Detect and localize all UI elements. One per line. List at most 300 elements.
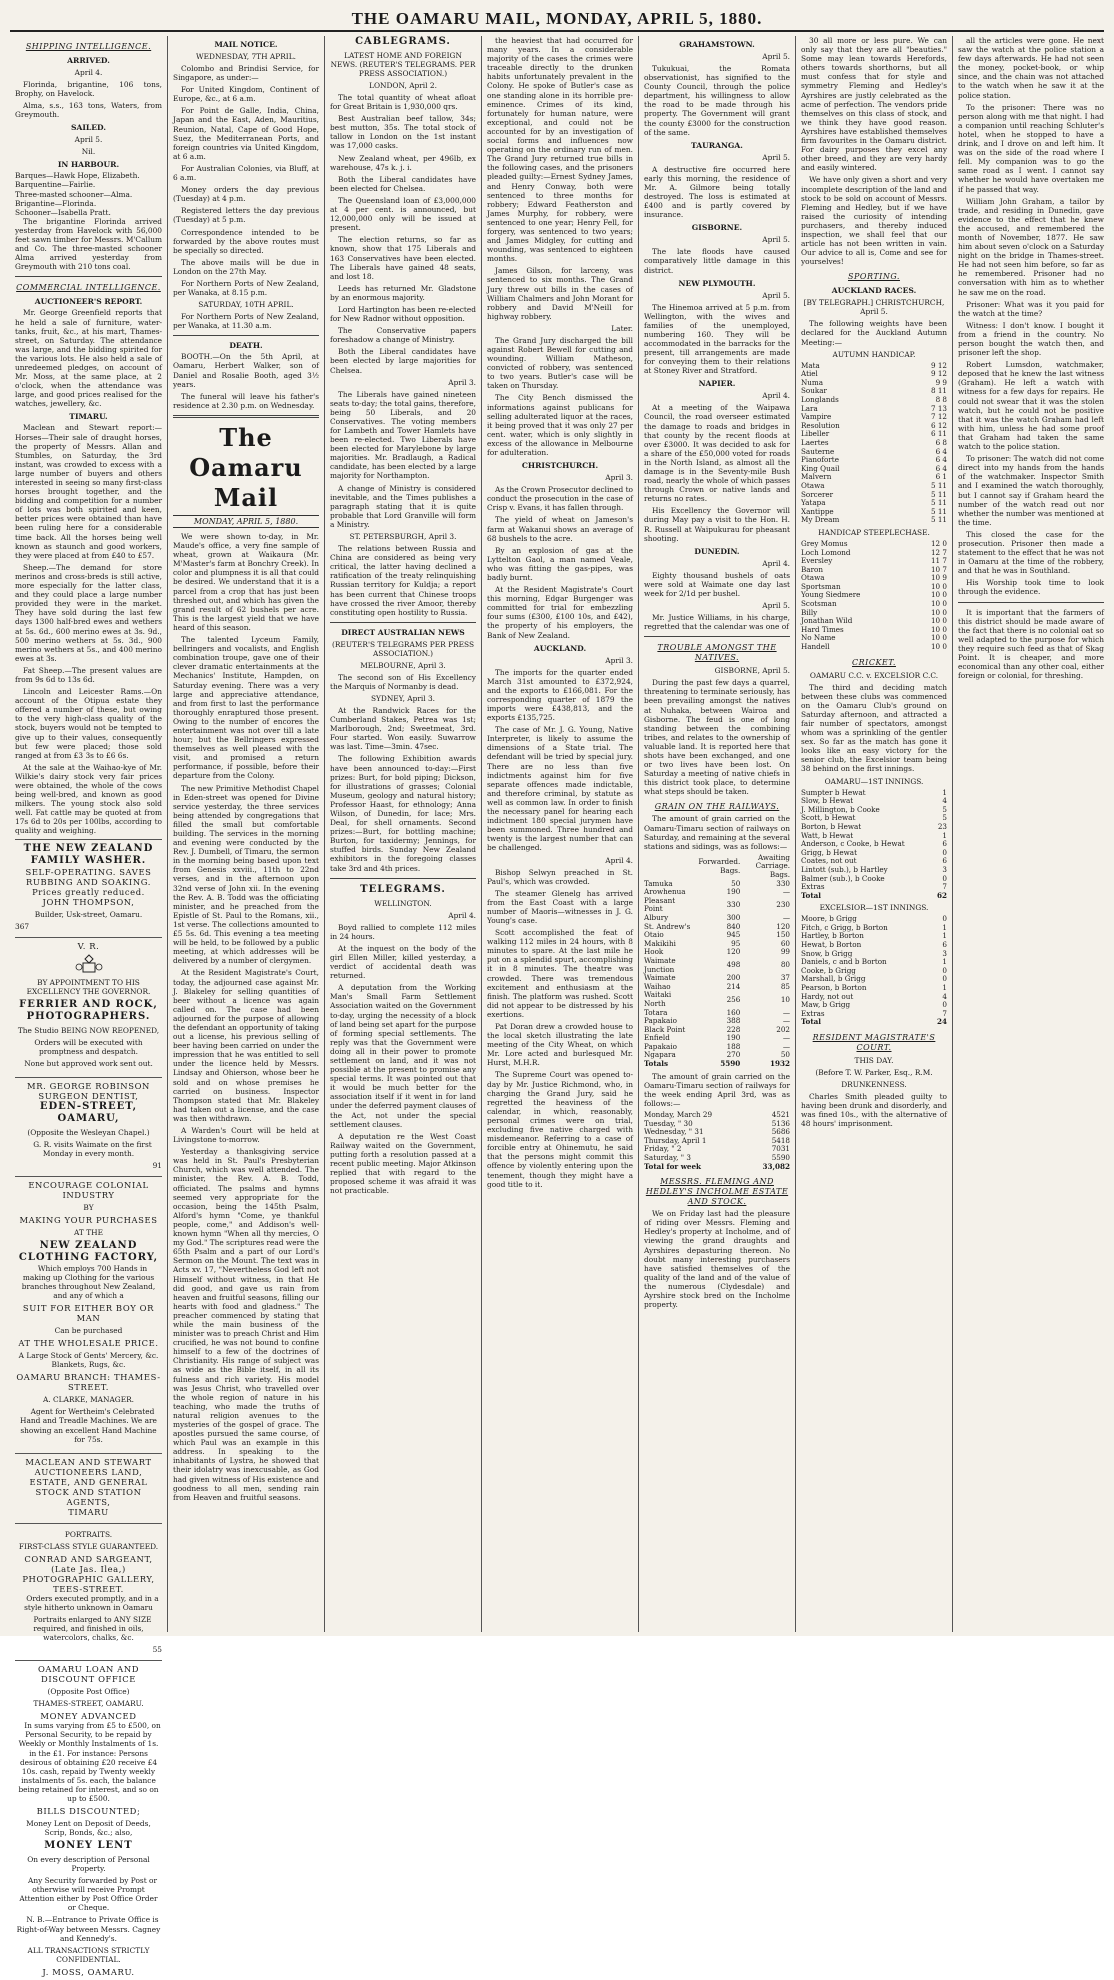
advert-text: JOHN THOMPSON,	[42, 896, 135, 907]
paragraph: Nil.	[81, 147, 96, 157]
table-cell: Sumpter b Hewat	[801, 787, 866, 797]
section-heading: TELEGRAMS.	[360, 883, 446, 895]
advert-text: G. R. visits Waimate on the first Monday in every month.	[33, 1139, 152, 1158]
advert-ferrier	[15, 937, 162, 1074]
subheading: DEATH.	[229, 341, 263, 351]
table-cell: 150	[776, 930, 790, 940]
section-heading: COMMERCIAL INTELLIGENCE.	[16, 283, 161, 293]
paragraph: Lord Hartington has been re-elected for New Radnor without opposition.	[330, 304, 476, 324]
table-cell: 5136	[771, 1118, 790, 1128]
paragraph: The third and deciding match between these clubs was commenced on the Oamaru Club's ground on Saturday afternoon, and attracted a fair number of spectators, amongst whom was a sprinkling of the gentler sex. So far as the match has gone it looks like an easy victory for the senior club, the Excelsior team being 38 behind on the first innings.	[801, 682, 947, 774]
table-cell: Total	[801, 890, 822, 900]
table-cell: Saturday, " 3	[644, 1153, 691, 1162]
table-cell: J. Millington, b Cooke	[801, 804, 880, 814]
table-cell: 3	[942, 864, 947, 874]
table-cell: 10 0	[930, 633, 947, 643]
table-cell: 37	[780, 973, 790, 983]
paragraph: Scott accomplished the feat of walking 112 miles in 24 hours, with 8 minutes to spare. At the last mile he put on a splendid spurt, accomplishing it in 8 minutes. The theatre was crowded. There was tremendous excitement and enthusiasm at the finish. The platform was rushed. Scott did not appear to be distressed by his exertions.	[487, 928, 633, 1019]
paragraph: Fat Sheep.—The present values are from 9s 6d to 13s 6d.	[15, 665, 162, 684]
table-row	[801, 362, 947, 371]
table-cell: Waimate Junction	[644, 955, 676, 974]
table-row	[801, 1018, 947, 1027]
table-cell: 1	[942, 983, 947, 993]
list-item: Barquentine—Fairlie.	[15, 180, 96, 190]
advert-text: A. CLARKE, MANAGER.	[42, 1395, 135, 1405]
table-cell: Daniels, c and b Borton	[801, 957, 887, 967]
paragraph: The new Primitive Methodist Chapel in Eden-street was opened for Divine service yesterday, the three services being attended by congregations that filled the small but comfortable building. The services in the morning and evening were conducted by the Rev. J. Dumbell, of Timaru, the sermon in the morning being based upon text from Genesis xxviii., 11th to 22nd verses, and in the afternoon upon 32nd verse of John xii. In the evening the Rev. A. B. Todd was the officiating minister, and he preached from the Epistle of St. Paul to the Romans, xii., 1st verse. The collections amounted to £5 5s. 6d. This evening a tea meeting will be held, to be followed by a public meeting, at which addresses will be delivered by a number of clergymen.	[173, 783, 319, 966]
paragraph: We were shown to-day, in Mr. Maude's office, a very fine sample of wheat, grown at Waikaura (Mr. M'Master's farm at Bonchry Creek). In color and plumpness it is all that could be desired. We understand that it is a parcel from a crop that has just been threshed out, and which has given the grand result of 62 bushels per acre. This is the largest yield that we have heard of this season.	[173, 532, 319, 632]
divider	[644, 636, 790, 637]
table-cell: Xantippe	[801, 506, 834, 516]
subheading: ARRIVED.	[67, 56, 110, 65]
table-row	[801, 883, 947, 892]
table-cell: 0	[942, 974, 947, 984]
table-cell: 1	[942, 787, 947, 797]
advert-conrad-sargeant	[15, 1523, 162, 1658]
table-cell: Billy	[801, 607, 818, 617]
section-heading: CABLEGRAMS.	[355, 36, 451, 47]
royal-crest-icon	[75, 953, 103, 975]
table-cell: 6	[942, 839, 947, 849]
table-cell: —	[782, 1016, 790, 1026]
paragraph: The yield of wheat on Jameson's farm at Wakanui shows an average of 68 bushels to the acre.	[487, 515, 633, 543]
section-heading: TROUBLE AMONGST THE NATIVES.	[657, 643, 777, 663]
table-cell: Atiel	[801, 369, 818, 379]
table-cell: 6 4	[935, 463, 947, 473]
dateline: April 5.	[762, 235, 790, 245]
table-cell: Snow, b Grigg	[801, 948, 853, 958]
table-cell: 85	[780, 981, 790, 991]
paragraph: For Australian Colonies, via Bluff, at 6 a.m.	[173, 163, 319, 183]
table-cell: My Dream	[801, 515, 840, 525]
subheading: DIRECT AUSTRALIAN NEWS	[341, 627, 465, 637]
paragraph: At the Resident Magistrate's Court this morning, Edgar Burgenger was committed for trial for embezzling four sums (£300, £100 10s, and £42), the property of his employers, the Bank of New Zealand.	[487, 585, 633, 640]
column-6	[795, 36, 952, 1632]
subheading: IN HARBOUR.	[57, 160, 120, 170]
paragraph: James Gilson, for larceny, was sentenced to six months. The Grand Jury threw out bills in the cases of William Chalmers and John Morant for robbery and David M'Neill for highway robbery.	[487, 266, 633, 321]
paragraph: The following Exhibition awards have been announced to-day:—First prizes: Burt, for bold piping; Dickson, for illustrations of grasses; Colonial Museum, geology and natural history; Professor Haast, for ethnology; Anna Wilson, of Dunedin, for lace; Mrs. Deal, for shell ornaments. Second prizes:—Burt, for bottling machine; Burton, for taxidermy; Jennings, for stuffed birds. Sunday New Zealand exhibitors in the foregoing classes take 3rd and 4th prices.	[330, 754, 476, 873]
table-cell: 5 11	[930, 498, 947, 508]
paragraph: Colombo and Brindisi Service, for Singapore, as under:—	[173, 64, 319, 83]
table-cell: 0	[942, 965, 947, 975]
advert-number: 367	[15, 921, 30, 931]
column-1	[10, 36, 167, 1977]
table-cell: 10 7	[930, 564, 947, 574]
subheading: MAIL NOTICE.	[214, 40, 278, 49]
subheading: NEW PLYMOUTH.	[678, 278, 756, 288]
paragraph: Money orders the day previous (Tuesday) at 4 p.m.	[173, 185, 319, 204]
divider	[15, 276, 162, 277]
section-heading: RESIDENT MAGISTRATE'S COURT.	[812, 1033, 936, 1052]
advert-text: Orders executed promptly, and in a style hitherto unknown in Oamaru	[24, 1593, 159, 1612]
dateline: April 5.	[762, 290, 790, 300]
paragraph: His Worship took time to look through the evidence.	[958, 578, 1104, 597]
section-heading: MESSRS. FLEMING AND HEDLEY'S INCHOLME ESTATE AND STOCK.	[645, 1177, 789, 1207]
table-cell: 270	[726, 1050, 741, 1060]
table-cell: Sportsman	[801, 581, 841, 591]
list-item: Brigantine—Florinda.	[15, 198, 97, 208]
excelsior-innings-table	[801, 915, 947, 1027]
advert-title: OAMARU LOAN AND DISCOUNT OFFICE	[37, 1664, 140, 1685]
table-cell: Monday, March 29	[644, 1110, 713, 1120]
subheading: TIMARU.	[69, 412, 108, 422]
paragraph: the heaviest that had occurred for many years. In a considerable majority of the cases the crimes were traceable directly to the drunken habits unfortunately prevalent in the Colony. He spoke of Butler's case as one standing alone in its horrible pre-eminence. Crimes of its kind, fortunately for human nature, were exceptional, and could not be accounted for by an investigation of social forms and influences now operating on the ordinary run of men. The Grand Jury returned true bills in the following cases, and the prisoners pleaded guilty:—Ernest Sydney James, and Henry Conway, both were sentenced to three months for robbery; Edward Featherston and James Murphy, for robbery, were sentenced to one year; Henry Fell, for forgery, was sentenced to two years; and James Midgley, for cutting and wounding, was sentenced to eighteen months.	[487, 36, 633, 264]
table-cell: Libeller	[801, 429, 830, 439]
paragraph: Eighty thousand bushels of oats were sold at Waimate one day last week for 2/1d per bushel.	[644, 570, 790, 598]
dateline: April 3.	[605, 473, 633, 483]
table-cell: Otawa	[801, 480, 825, 490]
table-cell: 0	[942, 873, 947, 883]
paragraph: Robert Lumsdon, watchmaker, deposed that he knew the last witness (Graham). He left a watch with witness for a few days for repairs. He could not swear that it was the stolen watch, but he could not be positive that it was the watch Graham had left with him, unless he had some proof that Graham had taken the same watch to the police station.	[958, 360, 1104, 452]
advert-number: 91	[152, 1160, 162, 1170]
table-cell: 214	[726, 981, 741, 991]
table-cell: Papakaio	[644, 1016, 677, 1026]
section-heading: CRICKET.	[852, 657, 896, 667]
table-cell: 10 0	[930, 607, 947, 617]
table-cell: Albury	[644, 912, 669, 922]
divider	[173, 335, 319, 336]
table-cell: Malvern	[801, 472, 832, 482]
paragraph: The late floods have caused comparatively little damage in this district.	[644, 247, 790, 275]
paragraph: Prisoner: What was it you paid for the watch at the time?	[958, 299, 1104, 318]
table-cell: 10 0	[930, 642, 947, 652]
dateline: MELBOURNE, April 3.	[360, 660, 446, 670]
subheading: CHRISTCHURCH.	[521, 461, 599, 471]
table-cell: Totara	[644, 1007, 668, 1017]
table-cell: Fitch, c Grigg, b Borton	[801, 922, 888, 932]
subheading: AUCTIONEER'S REPORT.	[34, 297, 143, 307]
table-cell: 120	[776, 921, 790, 931]
advert-text: BY APPOINTMENT TO HIS EXCELLENCY THE GOVERNOR.	[26, 977, 151, 996]
table-cell: 95	[731, 938, 741, 948]
paragraph: By an explosion of gas at the Lyttelton Gaol, a man named Veale, who was fitting the gas-pipes, was badly burnt.	[487, 545, 633, 582]
paragraph: We on Friday last had the pleasure of riding over Messrs. Fleming and Hedley's property at Incholme, and of viewing the grand draughts and Ayrshires depasturing thereon. No doubt many interesting purchasers have satisfied themselves of the quality of the land and of the value of the numerous (Clydesdale) and Ayrshire stock bred on the Incholme property.	[644, 1209, 790, 1310]
dateline: April 3.	[448, 377, 476, 387]
table-cell: 6 12	[930, 420, 947, 430]
table-cell: 120	[726, 947, 741, 957]
oamaru-innings-table	[801, 789, 947, 901]
table-cell: Soukar	[801, 386, 827, 396]
table-cell: 5418	[771, 1135, 790, 1145]
table-cell: —	[782, 912, 790, 922]
table-cell: 0	[942, 1000, 947, 1010]
table-row	[644, 940, 790, 949]
table-cell: Maw, b Grigg	[801, 1000, 851, 1010]
table-cell: 10 0	[930, 581, 947, 591]
advert-text: MONEY LENT	[44, 1840, 133, 1852]
table-cell: 8 8	[935, 395, 947, 404]
table-cell: 6	[942, 856, 947, 866]
table-cell: Lara	[801, 403, 818, 413]
table-cell: 330	[776, 878, 790, 888]
columns	[10, 36, 1104, 1977]
table-row	[644, 923, 790, 932]
table-cell: 228	[726, 1024, 741, 1034]
table-cell: Hartley, b Borton	[801, 931, 864, 941]
newspaper-nameplate: The Oamaru Mail	[189, 422, 303, 512]
paragraph: Sheep.—The demand for store merinos and cross-breds is still active, more especially for the latter class, and they could place a large number provided they were in the market. They have sold during the last few days 1300 half-bred ewes and wethers at 5s. 6d., 600 merino ewes at 3s. 9d., 500 merino wethers at 5s. 3d., 900 merino wethers at 5s., and 400 merino ewes at 3s.	[15, 562, 162, 663]
subheading: HANDICAP STEEPLECHASE.	[818, 527, 930, 537]
table-cell: 10	[780, 994, 790, 1004]
table-cell: 99	[780, 947, 790, 957]
subheading: GRAHAMSTOWN.	[679, 40, 755, 49]
table-cell: Mata	[801, 360, 820, 370]
paragraph: Mr. George Greenfield reports that he held a sale of furniture, water-tanks, fruit, &c., at his mart, Thames-street, on Saturday. The attendance was large, and the bidding spirited for the various lots. He also held a sale of unredeemed pledges, on account of Mr. Moss, at the same place, at 2 o'clock, when the attendance was large, and good prices realised for the watches, jewellery, &c.	[15, 308, 162, 409]
table-cell: 200	[726, 973, 741, 983]
table-cell: Papakaio	[644, 1041, 677, 1051]
table-cell: Waimate	[644, 973, 676, 983]
dateline: WEDNESDAY, 7TH APRIL.	[196, 52, 296, 61]
table-cell: Vampire	[801, 412, 832, 422]
table-cell: Friday, " 2	[644, 1144, 682, 1154]
table-cell: 256	[726, 994, 741, 1004]
table-row	[801, 516, 947, 525]
subheading: LATEST HOME AND FOREIGN NEWS. (REUTER'S TELEGRAMS. PER PRESS ASSOCIATION.)	[330, 51, 476, 78]
table-cell: Total for week	[644, 1161, 702, 1171]
advert-text: PORTRAITS.	[64, 1529, 113, 1539]
section-heading: SPORTING.	[848, 272, 900, 282]
table-cell: —	[782, 1007, 790, 1017]
dateline: April 5.	[762, 152, 790, 162]
table-cell: Waihao	[644, 981, 671, 991]
table-cell: Totals	[644, 1059, 669, 1069]
table-cell: Young Siedmere	[801, 590, 861, 600]
paragraph: The amount of grain carried on the Oamaru-Timaru section of railways on Saturday, and remaining at the several stations and sidings, was as follows:—	[644, 814, 790, 851]
advert-text: TIMARU	[68, 1506, 109, 1517]
advert-text: Any Security forwarded by Post or otherwise will receive Prompt Attention either by Post Office Order or Cheque.	[19, 1876, 158, 1913]
table-cell: 3	[942, 948, 947, 958]
column-2	[167, 36, 324, 1632]
table-cell: 5590	[771, 1153, 790, 1162]
paragraph: His Excellency the Governor will during May pay a visit to the Hon. H. R. Russell at Waipukurau for pheasant shooting.	[644, 506, 790, 543]
steeplechase-table	[801, 540, 947, 652]
table-cell: Pianoforte	[801, 455, 839, 465]
table-cell: 7031	[771, 1144, 790, 1154]
dateline: ST. PETERSBURGH, April 3.	[349, 532, 457, 542]
dateline: April 5.	[74, 135, 103, 145]
table-cell: 4	[942, 991, 947, 1001]
subheading: SAILED.	[70, 123, 106, 133]
divider	[330, 622, 476, 623]
weekly-grain-table	[644, 1111, 790, 1171]
table-cell: 23	[937, 821, 947, 831]
paragraph: A destructive fire occurred here early this morning, the residence of Mr. A. Gilmore being totally destroyed. The loss is estimated at £400 and is partly covered by insurance.	[644, 164, 790, 220]
table-cell: Numa	[801, 377, 824, 387]
paragraph: At a meeting of the Waipawa Council, the road overseer estimated the damage to roads and bridges in that county by the recent floods at over £3000. It was decided to ask for a share of the £50,000 voted for roads in the North Island, as almost all the damage is in the Seventy-mile Bush road, nearly the whole of which passes through Crown or native lands and returns no rates.	[644, 403, 790, 504]
table-cell: Cooke, b Grigg	[801, 965, 856, 975]
table-cell: 33,082	[762, 1161, 790, 1171]
table-cell: 160	[726, 1007, 741, 1017]
table-cell: Sauterne	[801, 446, 835, 456]
subheading: NAPIER.	[698, 379, 736, 389]
table-cell: Grey Momus	[801, 538, 848, 548]
table-cell: 50	[731, 878, 741, 888]
paragraph: At the sale at the Waihao-kye of Mr. Wilkie's dairy stock very fair prices were obtained, the whole of the cows being well-bred, and known as good milkers. The young stock also sold well. Fat cattle may be quoted at from 17s 6d to 20s per 100lbs, according to quality and weighing.	[15, 762, 162, 836]
paragraph: BOOTH.—On the 5th April, at Oamaru, Herbert Walker, son of Daniel and Rosalie Booth, aged 3½ years.	[173, 352, 319, 389]
table-cell: 945	[726, 930, 741, 940]
advert-text: None but approved work sent out.	[24, 1058, 153, 1068]
advert-text: MAKING YOUR PURCHASES	[19, 1214, 158, 1225]
advert-title: THE NEW ZEALAND FAMILY WASHER.	[23, 842, 154, 866]
advert-clothing-factory	[15, 1176, 162, 1450]
paragraph: Lincoln and Leicester Rams.—On account of the Otipua estate they offered a number of these, but owing to the very high-class quality of the stock, buyers would not be tempted to give up to their values, consequently but few were placed; those sold ranged at from £3 3s to £6 6s.	[15, 687, 162, 760]
table-cell: 840	[726, 921, 741, 931]
table-row	[801, 600, 947, 609]
divider	[330, 878, 476, 879]
table-cell: 12 0	[930, 538, 947, 548]
dateline: April 5.	[762, 52, 790, 61]
table-cell: 4	[942, 796, 947, 806]
table-cell: 9 9	[935, 377, 947, 387]
paragraph: At the Randwick Races for the Cumberland Stakes, Petrea was 1st; Marlborough, 2nd; Sweetmeat, 3rd. Four started. Won easily. Suwarrow was last. Time—3min. 47sec.	[330, 705, 476, 752]
paragraph: The Grand Jury discharged the bill against Robert Bewell for cutting and wounding. William Matheson, convicted of robbery, was sentenced to two years. Butler's case will be taken on Thursday.	[487, 335, 633, 391]
table-cell: 1	[942, 922, 947, 932]
advert-text: (Opposite Post Office)	[47, 1687, 130, 1697]
column-7	[952, 36, 1109, 1632]
advert-text: Can be purchased	[54, 1326, 123, 1336]
table-cell: 6 4	[935, 446, 947, 456]
paragraph: The amount of grain carried on the Oamaru-Timaru section of railways for the week ending April 3rd, was as follows:—	[644, 1071, 790, 1108]
paragraph: 30 all more or less pure. We can only say that they are all "beauties." Some may lean towards Herefords, others towards shorthorns, but all must confess that for style and symmetry Fleming and Hedley's Ayrshires are justly celebrated as the acme of perfection. The vendors pride themselves on this class of stock, and we think they have good reason. Ayrshires have established themselves firm favourites in the Oamaru district. For dairy purposes they excel any other breed, and they are very hardy and easily wintered.	[801, 36, 947, 173]
subheading: DUNEDIN.	[694, 546, 740, 556]
table-cell: Balmer (sub.), b Cooke	[801, 873, 885, 883]
advert-title: MR. GEORGE ROBINSON SURGEON DENTIST,	[27, 1080, 150, 1101]
table-cell: Otaio	[644, 930, 664, 940]
paragraph: A change of Ministry is considered inevitable, and the Times publishes a paragraph stating that it is quite probable that Lord Granville will form a Ministry.	[330, 483, 476, 529]
paragraph: The brigantine Florinda arrived yesterday from Havelock with 56,000 feet sawn timber for Messrs. M'Callum and Co. The three-masted schooner Alma arrived yesterday from Greymouth with 210 tons coal.	[15, 216, 162, 272]
table-cell: Makikihi	[644, 938, 676, 948]
subheading: DRUNKENNESS.	[841, 1080, 907, 1089]
list-item: Barques—Hawk Hope, Elizabeth.	[15, 171, 140, 181]
table-cell: 5686	[771, 1127, 790, 1137]
table-row	[644, 957, 790, 974]
issue-date: MONDAY, APRIL 5, 1880.	[173, 515, 319, 528]
paragraph: We have only given a short and very incomplete description of the land and stock to be sold on account of Messrs. Fleming and Hedley, but if we have raised the curiosity of intending purchasers, and thereby induced inspection, we shall feel that our article has not been written in vain. Our advice to all is, Come and see for yourselves!	[801, 175, 947, 267]
table-cell: 7	[942, 1008, 947, 1018]
advert-text: N. B.—Entrance to Private Office is Right-of-Way between Messrs. Cagney and Kennedy's.	[16, 1915, 161, 1943]
paragraph: Best Australian beef tallow, 34s; best mutton, 35s. The total stock of tallow in London on the 1st instant was 17,000 casks.	[330, 114, 476, 151]
paragraph: Charles Smith pleaded guilty to having been drunk and disorderly, and was fined 10s., with the alternative of 48 hours' imprisonment.	[801, 1092, 947, 1129]
paragraph: Mr. Justice Williams, in his charge, regretted that the calendar was one of	[644, 613, 790, 632]
table-cell: Borton, b Hewat	[801, 821, 862, 831]
table-cell: 9 12	[930, 360, 947, 370]
table-row	[644, 897, 790, 914]
table-cell: 10 0	[930, 599, 947, 609]
table-cell: Scotsman	[801, 599, 837, 609]
paragraph: The Queensland loan of £3,000,000 at 4 per cent. is announced, but 12,000,000 only will be issued at present.	[330, 195, 476, 233]
dateline: LONDON, April 2.	[369, 81, 437, 90]
table-cell: Awaiting Carriage. Bags.	[755, 852, 790, 879]
table-cell: Arowhenua	[644, 887, 686, 897]
paragraph: For United Kingdom, Continent of Europe, &c., at 6 a.m.	[173, 85, 319, 104]
advert-number: 55	[152, 1645, 162, 1655]
paragraph: Both the Liberal candidates have been elected for Chelsea.	[330, 174, 476, 193]
table-row	[801, 892, 947, 901]
table-row	[644, 1060, 790, 1069]
paragraph: To prisoner: The watch did not come direct into my hands from the hands of the watchmaker. Inspector Smith and I examined the watch thoroughly, but I cannot say if Graham heard the number of the watch read out nor whether the number was mentioned at the time.	[958, 454, 1104, 527]
advert-text: OAMARU BRANCH: THAMES-STREET.	[16, 1372, 161, 1393]
dateline: GISBORNE, April 5.	[714, 666, 790, 676]
table-cell: Loch Lomond	[801, 547, 851, 557]
table-cell: Tamuka	[644, 878, 673, 888]
paragraph: A deputation from the Working Man's Small Farm Settlement Association waited on the Government to-day, urging the necessity of a block of land being set apart for the purpose of forming special settlements. The reply was that the Government were doing all in their power to promote settlement on land, and it was not possible at the present to promise any special terms. It was pointed out that it would be much better for the association itself if it went in for land under the deferred payment clauses of the Act, not under the special settlement clauses.	[330, 983, 476, 1129]
subheading: EXCELSIOR—1ST INNINGS.	[819, 903, 929, 913]
table-cell: 6 4	[935, 455, 947, 465]
table-row	[644, 854, 790, 880]
paragraph: Leeds has returned Mr. Gladstone by an enormous majority.	[330, 283, 476, 302]
paragraph: At the inquest on the body of the girl Ellen Miller, killed yesterday, a verdict of accidental death was returned.	[330, 943, 476, 981]
paragraph: The imports for the quarter ended March 31st amounted to £372,924, and the exports to £166,081. For the corresponding quarter of 1879 the imports were £438,813, and the exports £135,725.	[487, 667, 633, 723]
paragraph: The Hinemoa arrived at 5 p.m. from Wellington, with the wives and families of the unemployed, numbering 160. They will be accommodated in the barracks for the present, till arrangements are made for conveying them to their relations at Stoney River and Stratford.	[644, 302, 790, 376]
paragraph: As the Crown Prosecutor declined to conduct the prosecution in the case of Crisp v. Evans, it has fallen through.	[487, 485, 633, 513]
advert-robinson	[15, 1077, 162, 1173]
advert-maclean-stewart	[15, 1453, 162, 1520]
advert-loan-office	[15, 1660, 162, 1980]
advert-text: SELF-OPERATING. SAVES RUBBING AND SOAKING. Prices greatly reduced.	[25, 866, 152, 897]
advert-title: MACLEAN AND STEWART AUCTIONEERS LAND, ESTATE, AND GENERAL STOCK AND STATION AGENTS,	[25, 1456, 152, 1507]
table-row	[801, 396, 947, 405]
table-cell: Otawa	[801, 573, 825, 583]
advert-title: CONRAD AND SARGEANT, (Late Jas. Ilea,) PHOTOGRAPHIC GALLERY, TEES-STREET.	[22, 1553, 155, 1594]
table-cell: 388	[726, 1016, 741, 1026]
table-cell: King Quail	[801, 463, 840, 473]
table-cell: 6 8	[935, 437, 947, 447]
dateline: Later.	[611, 323, 633, 333]
table-cell: 0	[942, 914, 947, 924]
paragraph: To the prisoner: There was no person along with me that night. I had a companion until reaching Schluter's hotel, when he stopped to have a drink, and I drove on and left him. It was on the side of the road where I fell. My companion was to go the same road as I went. I cannot say whether he would have overtaken me if he passed that way.	[958, 102, 1104, 194]
table-cell: 5 11	[930, 480, 947, 490]
table-cell: Sorcerer	[801, 489, 834, 499]
table-cell: 5 11	[930, 515, 947, 525]
advert-text: ALL TRANSACTIONS STRICTLY CONFIDENTIAL.	[27, 1945, 150, 1964]
paragraph: New Zealand wheat, per 496lb, ex warehouse, 47s k. j. i.	[330, 153, 476, 172]
table-cell: Jonathan Wild	[801, 616, 853, 626]
paragraph: Bishop Selwyn preached in St. Paul's, which was crowded.	[487, 867, 633, 886]
table-cell: 1	[942, 830, 947, 840]
masthead	[10, 8, 1104, 32]
dateline: April 4.	[762, 391, 790, 401]
table-cell: Slow, b Hewat	[801, 796, 854, 806]
advert-text: THAMES-STREET, OAMARU.	[33, 1699, 144, 1709]
paragraph: The Supreme Court was opened to-day by Mr. Justice Richmond, who, in charging the Grand Jury, said he regretted the heaviness of the calendar, in which, reasonably, personal crimes were on trial, excluding five native charged with misdemeanor. Referring to a case of forcible entry at Ohinemutu, he said that the persons might commit this offence by violently entering upon the tenement, though they might have a good title to it.	[487, 1070, 633, 1189]
table-cell: 498	[726, 960, 741, 970]
paragraph: The election returns, so far as known, show that 175 Liberals and 163 Conservatives have been elected. The Liberals have gained 48 seats, and lost 18.	[330, 235, 476, 281]
advert-text: SUIT FOR EITHER BOY OR MAN	[22, 1303, 155, 1324]
paragraph: The funeral will leave his father's residence at 2.30 p.m. on Wednesday.	[173, 391, 319, 410]
paragraph: The Liberals have gained nineteen seats to-day; the total gains, therefore, being 50 Liberals, and 20 Conservatives. The voting members for Lambeth and Tower Hamlets have been re-elected. Two Liberals have been elected for Marylebone by large majorities. Mr. Bradlaugh, a Radical candidate, has been elected by a large majority for Northampton.	[330, 389, 476, 481]
paragraph: Tukukuai, the Romata observationist, has signified to the County Council, through the police department, his willingness to allow the road to be made through his property. The Government will grant the county £3000 for the construction of the same.	[644, 64, 790, 137]
paragraph: The following weights have been declared for the Auckland Autumn Meeting:—	[801, 319, 947, 347]
table-cell: Wednesday, " 31	[644, 1127, 704, 1137]
table-cell: 190	[726, 1033, 741, 1043]
table-cell: 190	[726, 887, 741, 897]
subheading: GISBORNE.	[691, 223, 743, 233]
table-cell: Hook	[644, 947, 664, 957]
paragraph: During the past few days a quarrel, threatening to terminate seriously, has been prevailing amongst the natives at Nuhaka, between Wairoa and Gisborne. The feud is one of long standing between the combining tribes, and relates to the ownership of valuable land. It is reported here that shots have been exchanged, and one or two lives have been lost. On Saturday a meeting of native chiefs in this district took place, to determine what steps should be taken.	[644, 678, 790, 797]
dateline: [BY TELEGRAPH.] CHRISTCHURCH, April 5.	[803, 298, 945, 317]
table-cell: Black Point	[644, 1024, 686, 1034]
paragraph: The City Bench dismissed the informations against publicans for selling adulterated liquor at the races, it being proved that it was only 27 per cent. water, which is only slightly in excess of the allowance in Melbourne for adulteration.	[487, 393, 633, 458]
table-cell: Hardy, not out	[801, 991, 854, 1001]
table-row	[644, 1163, 790, 1172]
paragraph: The second son of His Excellency the Marquis of Normanby is dead.	[330, 672, 476, 691]
subheading: (Before T. W. Parker, Esq., R.M.	[815, 1068, 933, 1077]
advert-text: V. R.	[77, 940, 100, 951]
advert-text: BY	[83, 1202, 94, 1212]
advert-washer	[15, 839, 162, 934]
advert-title: ENCOURAGE COLONIAL INDUSTRY	[28, 1179, 149, 1200]
table-cell: Lintott (sub.), b Hartley	[801, 864, 888, 874]
